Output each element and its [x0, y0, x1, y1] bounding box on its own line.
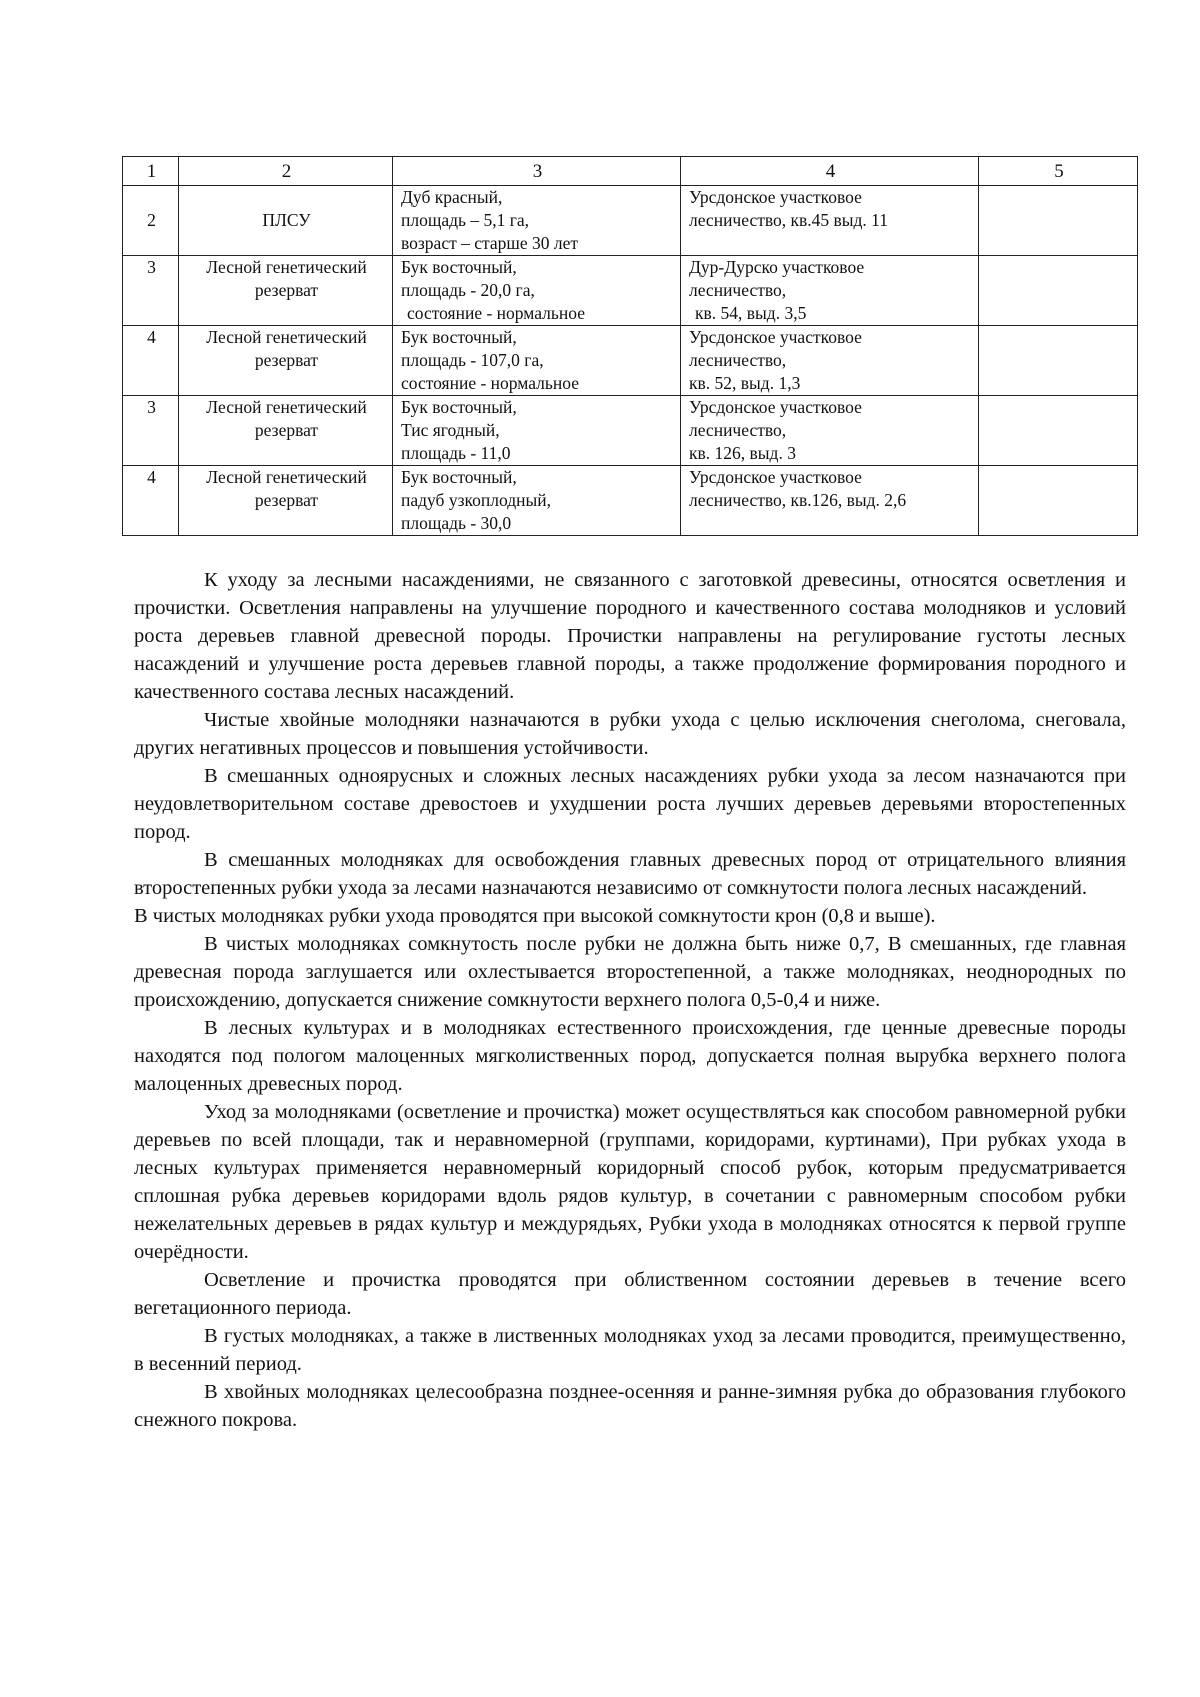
description-line: площадь - 30,0: [401, 513, 512, 533]
location-line: Урсдонское участковое: [689, 187, 862, 207]
location-line: Урсдонское участковое: [689, 327, 862, 347]
description-line: площадь – 5,1 га,: [401, 210, 530, 230]
paragraph: Уход за молодняками (осветление и прочистка) может осуществляться как способом равномерной рубки деревьев по всей площади, так и неравномерной (группами, коридорами, куртинами), При рубках ухода в лесных культурах применяется неравномерный коридорный способ рубок, которым предусматривается сплошная рубка деревьев коридорами вдоль рядов культур, в сочетании с равномерным способом рубки нежелательных деревьев в рядах культур и междурядьях, Рубки ухода в молодняках относятся к первой группе очерёдности.: [134, 1101, 1126, 1263]
location-line: лесничество,: [689, 280, 787, 300]
paragraph: В чистых молодняках рубки ухода проводятся при высокой сомкнутости крон (0,8 и выше).: [134, 905, 936, 927]
object-type-line: резерват: [254, 280, 319, 300]
table-row: [123, 256, 1138, 326]
object-type-cell: [179, 186, 393, 256]
paragraph: В смешанных одноярусных и сложных лесных насаждениях рубки ухода за лесом назначаются при неудовлетворительном составе древостоев и ухудшении роста лучших деревьев деревьями второстепенных пород.: [134, 765, 1126, 843]
extra-cell: [979, 186, 1138, 256]
location-line: лесничество,: [689, 420, 787, 440]
description-line: Бук восточный,: [401, 467, 517, 487]
location-line: Урсдонское участковое: [689, 467, 862, 487]
extra-cell: [979, 256, 1138, 326]
extra-cell: [979, 466, 1138, 536]
description-cell: [393, 186, 681, 256]
location-line: Урсдонское участковое: [689, 397, 862, 417]
location-cell: [681, 256, 979, 326]
table-row: [123, 186, 1138, 256]
object-type-line: Лесной генетический: [206, 397, 367, 417]
object-type-cell: [179, 256, 393, 326]
description-cell: [393, 326, 681, 396]
description-line: Тис ягодный,: [401, 420, 500, 440]
row-number-cell: 4: [123, 326, 179, 396]
location-line: кв. 126, выд. 3: [689, 443, 796, 463]
paragraph: В хвойных молодняках целесообразна позднее-осенняя и ранне-зимняя рубка до образования глубокого снежного покрова.: [134, 1381, 1126, 1431]
location-line: лесничество,: [689, 350, 787, 370]
table-header-row: [123, 157, 1138, 186]
header-cell-5: 5: [979, 157, 1138, 186]
description-line: состояние - нормальное: [401, 373, 579, 393]
description-line: падуб узкоплодный,: [401, 490, 551, 510]
location-line: лесничество, кв.126, выд. 2,6: [689, 490, 907, 510]
row-number-cell: 4: [123, 466, 179, 536]
header-cell-2: 2: [179, 157, 393, 186]
header-cell-4: 4: [681, 157, 979, 186]
description-line: площадь - 11,0: [401, 443, 511, 463]
paragraph: В лесных культурах и в молодняках естественного происхождения, где ценные древесные породы находятся под пологом малоценных мягколиственных пород, допускается полная вырубка верхнего полога малоценных древесных пород.: [134, 1017, 1126, 1095]
paragraph: Чистые хвойные молодняки назначаются в рубки ухода с целью исключения снеголома, снеговала, других негативных процессов и повышения устойчивости.: [134, 709, 1126, 759]
location-line: кв. 52, выд. 1,3: [689, 373, 801, 393]
description-line: Дуб красный,: [401, 187, 503, 207]
paragraph: Осветление и прочистка проводятся при облиственном состоянии деревьев в течение всего вегетационного периода.: [134, 1269, 1126, 1319]
row-number-cell: 2: [123, 186, 179, 256]
description-cell: [393, 256, 681, 326]
description-line: площадь - 20,0 га,: [401, 280, 535, 300]
location-line: лесничество, кв.45 выд. 11: [689, 210, 889, 230]
row-number-cell: 3: [123, 256, 179, 326]
body-text: [134, 566, 1126, 1434]
object-type-line: Лесной генетический: [206, 467, 367, 487]
object-type-cell: [179, 326, 393, 396]
location-cell: [681, 466, 979, 536]
object-type-line: Лесной генетический: [206, 257, 367, 277]
location-line: Дур-Дурско участковое: [689, 257, 865, 277]
table-row: [123, 466, 1138, 536]
description-line: Бук восточный,: [401, 257, 517, 277]
location-cell: [681, 326, 979, 396]
row-number-cell: 3: [123, 396, 179, 466]
description-line: Бук восточный,: [401, 327, 517, 347]
object-type-cell: [179, 466, 393, 536]
paragraph: В чистых молодняках сомкнутость после рубки не должна быть ниже 0,7, В смешанных, где главная древесная порода заглушается или охлестывается второстепенной, а также молодняках, неоднородных по происхождению, допускается снижение сомкнутости верхнего полога 0,5-0,4 и ниже.: [134, 933, 1126, 1011]
description-cell: [393, 466, 681, 536]
location-cell: [681, 186, 979, 256]
description-line: Бук восточный,: [401, 397, 517, 417]
object-type-line: резерват: [254, 420, 319, 440]
table-row: [123, 396, 1138, 466]
object-type-line: ПЛСУ: [262, 210, 311, 230]
header-cell-3: 3: [393, 157, 681, 186]
extra-cell: [979, 396, 1138, 466]
paragraph: К уходу за лесными насаждениями, не связанного с заготовкой древесины, относятся осветления и прочистки. Осветления направлены на улучшение породного и качественного состава молодняков и условий роста деревьев главной древесной породы. Прочистки направлены на регулирование густоты лесных насаждений и улучшение роста деревьев главной породы, а также продолжение формирования породного и качественного состава лесных насаждений.: [134, 569, 1126, 703]
header-cell-1: 1: [123, 157, 179, 186]
paragraph: В густых молодняках, а также в лиственных молодняках уход за лесами проводится, преимущественно, в весенний период.: [134, 1325, 1126, 1375]
object-type-line: резерват: [254, 490, 319, 510]
location-line: кв. 54, выд. 3,5: [695, 303, 807, 323]
description-line: возраст – старше 30 лет: [401, 233, 579, 253]
table-row: [123, 326, 1138, 396]
object-type-line: Лесной генетический: [206, 327, 367, 347]
description-cell: [393, 396, 681, 466]
location-cell: [681, 396, 979, 466]
description-line: состояние - нормальное: [407, 303, 585, 323]
extra-cell: [979, 326, 1138, 396]
paragraph: В смешанных молодняках для освобождения главных древесных пород от отрицательного влияния второстепенных рубки ухода за лесами назначаются независимо от сомкнутости полога лесных насаждений.: [134, 849, 1126, 899]
object-type-line: резерват: [254, 350, 319, 370]
object-type-cell: [179, 396, 393, 466]
data-table: [122, 156, 1138, 536]
description-line: площадь - 107,0 га,: [401, 350, 544, 370]
